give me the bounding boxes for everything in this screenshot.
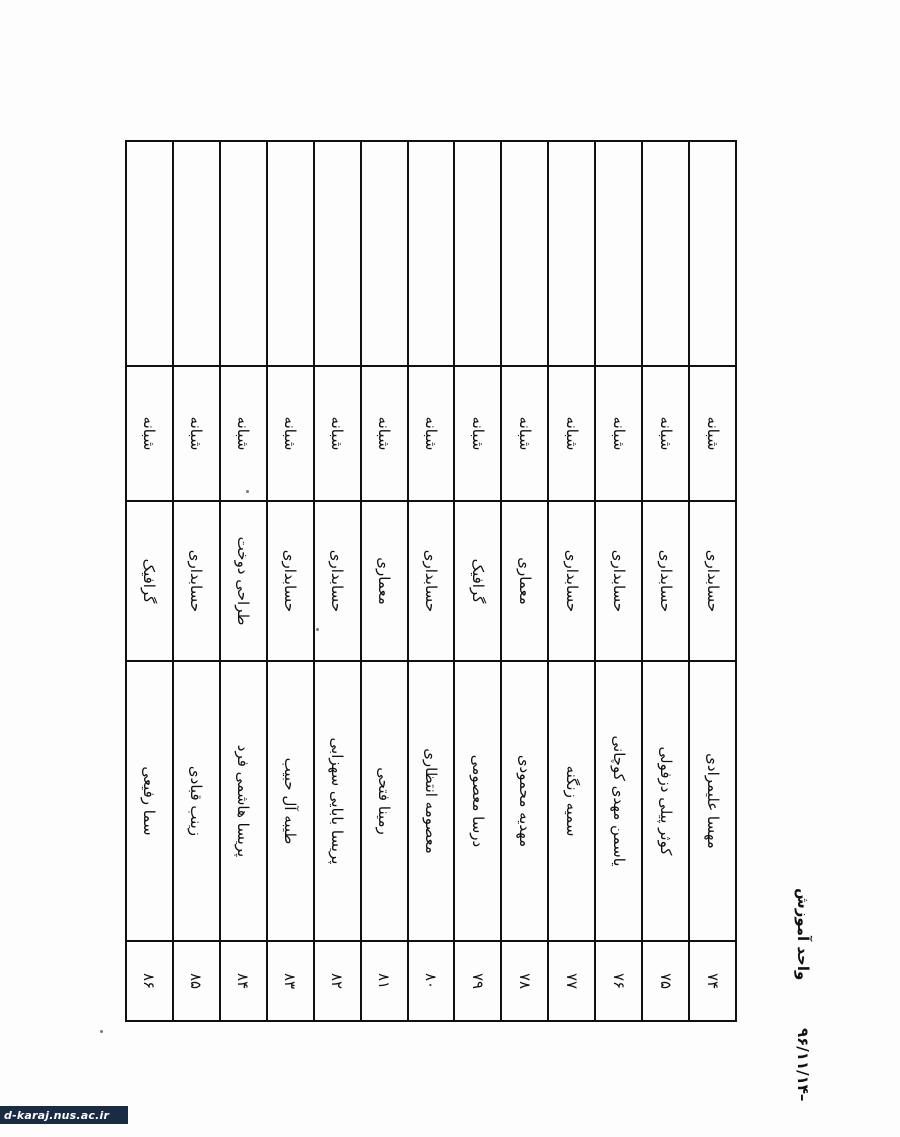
- student-name: مهسا علیمرادی: [689, 661, 736, 941]
- table-row: [689, 141, 736, 1021]
- field-of-study: حسابداری: [173, 501, 220, 661]
- study-shift: شبانه: [220, 366, 267, 501]
- student-name: سما رفیعی: [126, 661, 173, 941]
- study-shift: شبانه: [361, 366, 408, 501]
- study-shift: شبانه: [314, 366, 361, 501]
- student-name: یاسمن مهدی کوچانی: [595, 661, 642, 941]
- blank-cell: [408, 141, 455, 366]
- field-of-study: گرافیک: [126, 501, 173, 661]
- study-shift: شبانه: [689, 366, 736, 501]
- table-row: [361, 141, 408, 1021]
- study-shift: شبانه: [454, 366, 501, 501]
- row-number: ۸۴: [220, 941, 267, 1021]
- blank-cell: [126, 141, 173, 366]
- table-row: [548, 141, 595, 1021]
- scan-speck: [246, 490, 249, 493]
- study-shift: شبانه: [126, 366, 173, 501]
- field-of-study: حسابداری: [595, 501, 642, 661]
- footer-date: ۹۶/۱۱/۱۴–: [794, 1028, 812, 1102]
- scan-speck: [316, 628, 319, 631]
- field-of-study: حسابداری: [548, 501, 595, 661]
- field-of-study: حسابداری: [267, 501, 314, 661]
- study-shift: شبانه: [501, 366, 548, 501]
- row-number: ۸۶: [126, 941, 173, 1021]
- table-row: [126, 141, 173, 1021]
- student-roster-table: [125, 140, 737, 1022]
- study-shift: شبانه: [173, 366, 220, 501]
- field-of-study: معماری: [361, 501, 408, 661]
- row-number: ۷۸: [501, 941, 548, 1021]
- student-name: درسا معصومی: [454, 661, 501, 941]
- site-watermark-text: d-karaj.nus.ac.ir: [4, 1108, 110, 1122]
- table-row: [220, 141, 267, 1021]
- row-number: ۷۶: [595, 941, 642, 1021]
- field-of-study: گرافیک: [454, 501, 501, 661]
- roster-body: [126, 141, 736, 1021]
- field-of-study: حسابداری: [314, 501, 361, 661]
- field-of-study: حسابداری: [408, 501, 455, 661]
- row-number: ۸۱: [361, 941, 408, 1021]
- table-row: [501, 141, 548, 1021]
- blank-cell: [548, 141, 595, 366]
- table-row: [267, 141, 314, 1021]
- scan-speck: [100, 1030, 103, 1033]
- table-row: [408, 141, 455, 1021]
- student-name: رمینا فتحی: [361, 661, 408, 941]
- student-name: طیبه آل حبیب: [267, 661, 314, 941]
- field-of-study: حسابداری: [689, 501, 736, 661]
- table-row: [595, 141, 642, 1021]
- row-number: ۷۵: [642, 941, 689, 1021]
- study-shift: شبانه: [548, 366, 595, 501]
- study-shift: شبانه: [267, 366, 314, 501]
- study-shift: شبانه: [408, 366, 455, 501]
- table-row: [642, 141, 689, 1021]
- field-of-study: طراحی دوخت: [220, 501, 267, 661]
- field-of-study: حسابداری: [642, 501, 689, 661]
- blank-cell: [267, 141, 314, 366]
- blank-cell: [314, 141, 361, 366]
- row-number: ۸۰: [408, 941, 455, 1021]
- study-shift: شبانه: [642, 366, 689, 501]
- student-name: زینب قبادی: [173, 661, 220, 941]
- row-number: ۸۵: [173, 941, 220, 1021]
- row-number: ۸۳: [267, 941, 314, 1021]
- table-row: [454, 141, 501, 1021]
- site-watermark-bar: [0, 1106, 128, 1124]
- row-number: ۸۲: [314, 941, 361, 1021]
- blank-cell: [220, 141, 267, 366]
- roster-table-rotated: [125, 140, 737, 1020]
- student-name: سمیه زنگنه: [548, 661, 595, 941]
- row-number: ۷۷: [548, 941, 595, 1021]
- student-name: پریسا بابایی سهزابی: [314, 661, 361, 941]
- table-row: [314, 141, 361, 1021]
- row-number: ۷۴: [689, 941, 736, 1021]
- student-name: مهدیه محمودی: [501, 661, 548, 941]
- student-name: کوثر پیلی دزفولی: [642, 661, 689, 941]
- student-name: معصومه انتظاری: [408, 661, 455, 941]
- blank-cell: [361, 141, 408, 366]
- blank-cell: [173, 141, 220, 366]
- table-row: [173, 141, 220, 1021]
- field-of-study: معماری: [501, 501, 548, 661]
- blank-cell: [454, 141, 501, 366]
- blank-cell: [642, 141, 689, 366]
- blank-cell: [501, 141, 548, 366]
- study-shift: شبانه: [595, 366, 642, 501]
- row-number: ۷۹: [454, 941, 501, 1021]
- student-name: پریسا هاشمی فرد: [220, 661, 267, 941]
- footer-department: واحد آموزش: [794, 888, 812, 981]
- blank-cell: [595, 141, 642, 366]
- blank-cell: [689, 141, 736, 366]
